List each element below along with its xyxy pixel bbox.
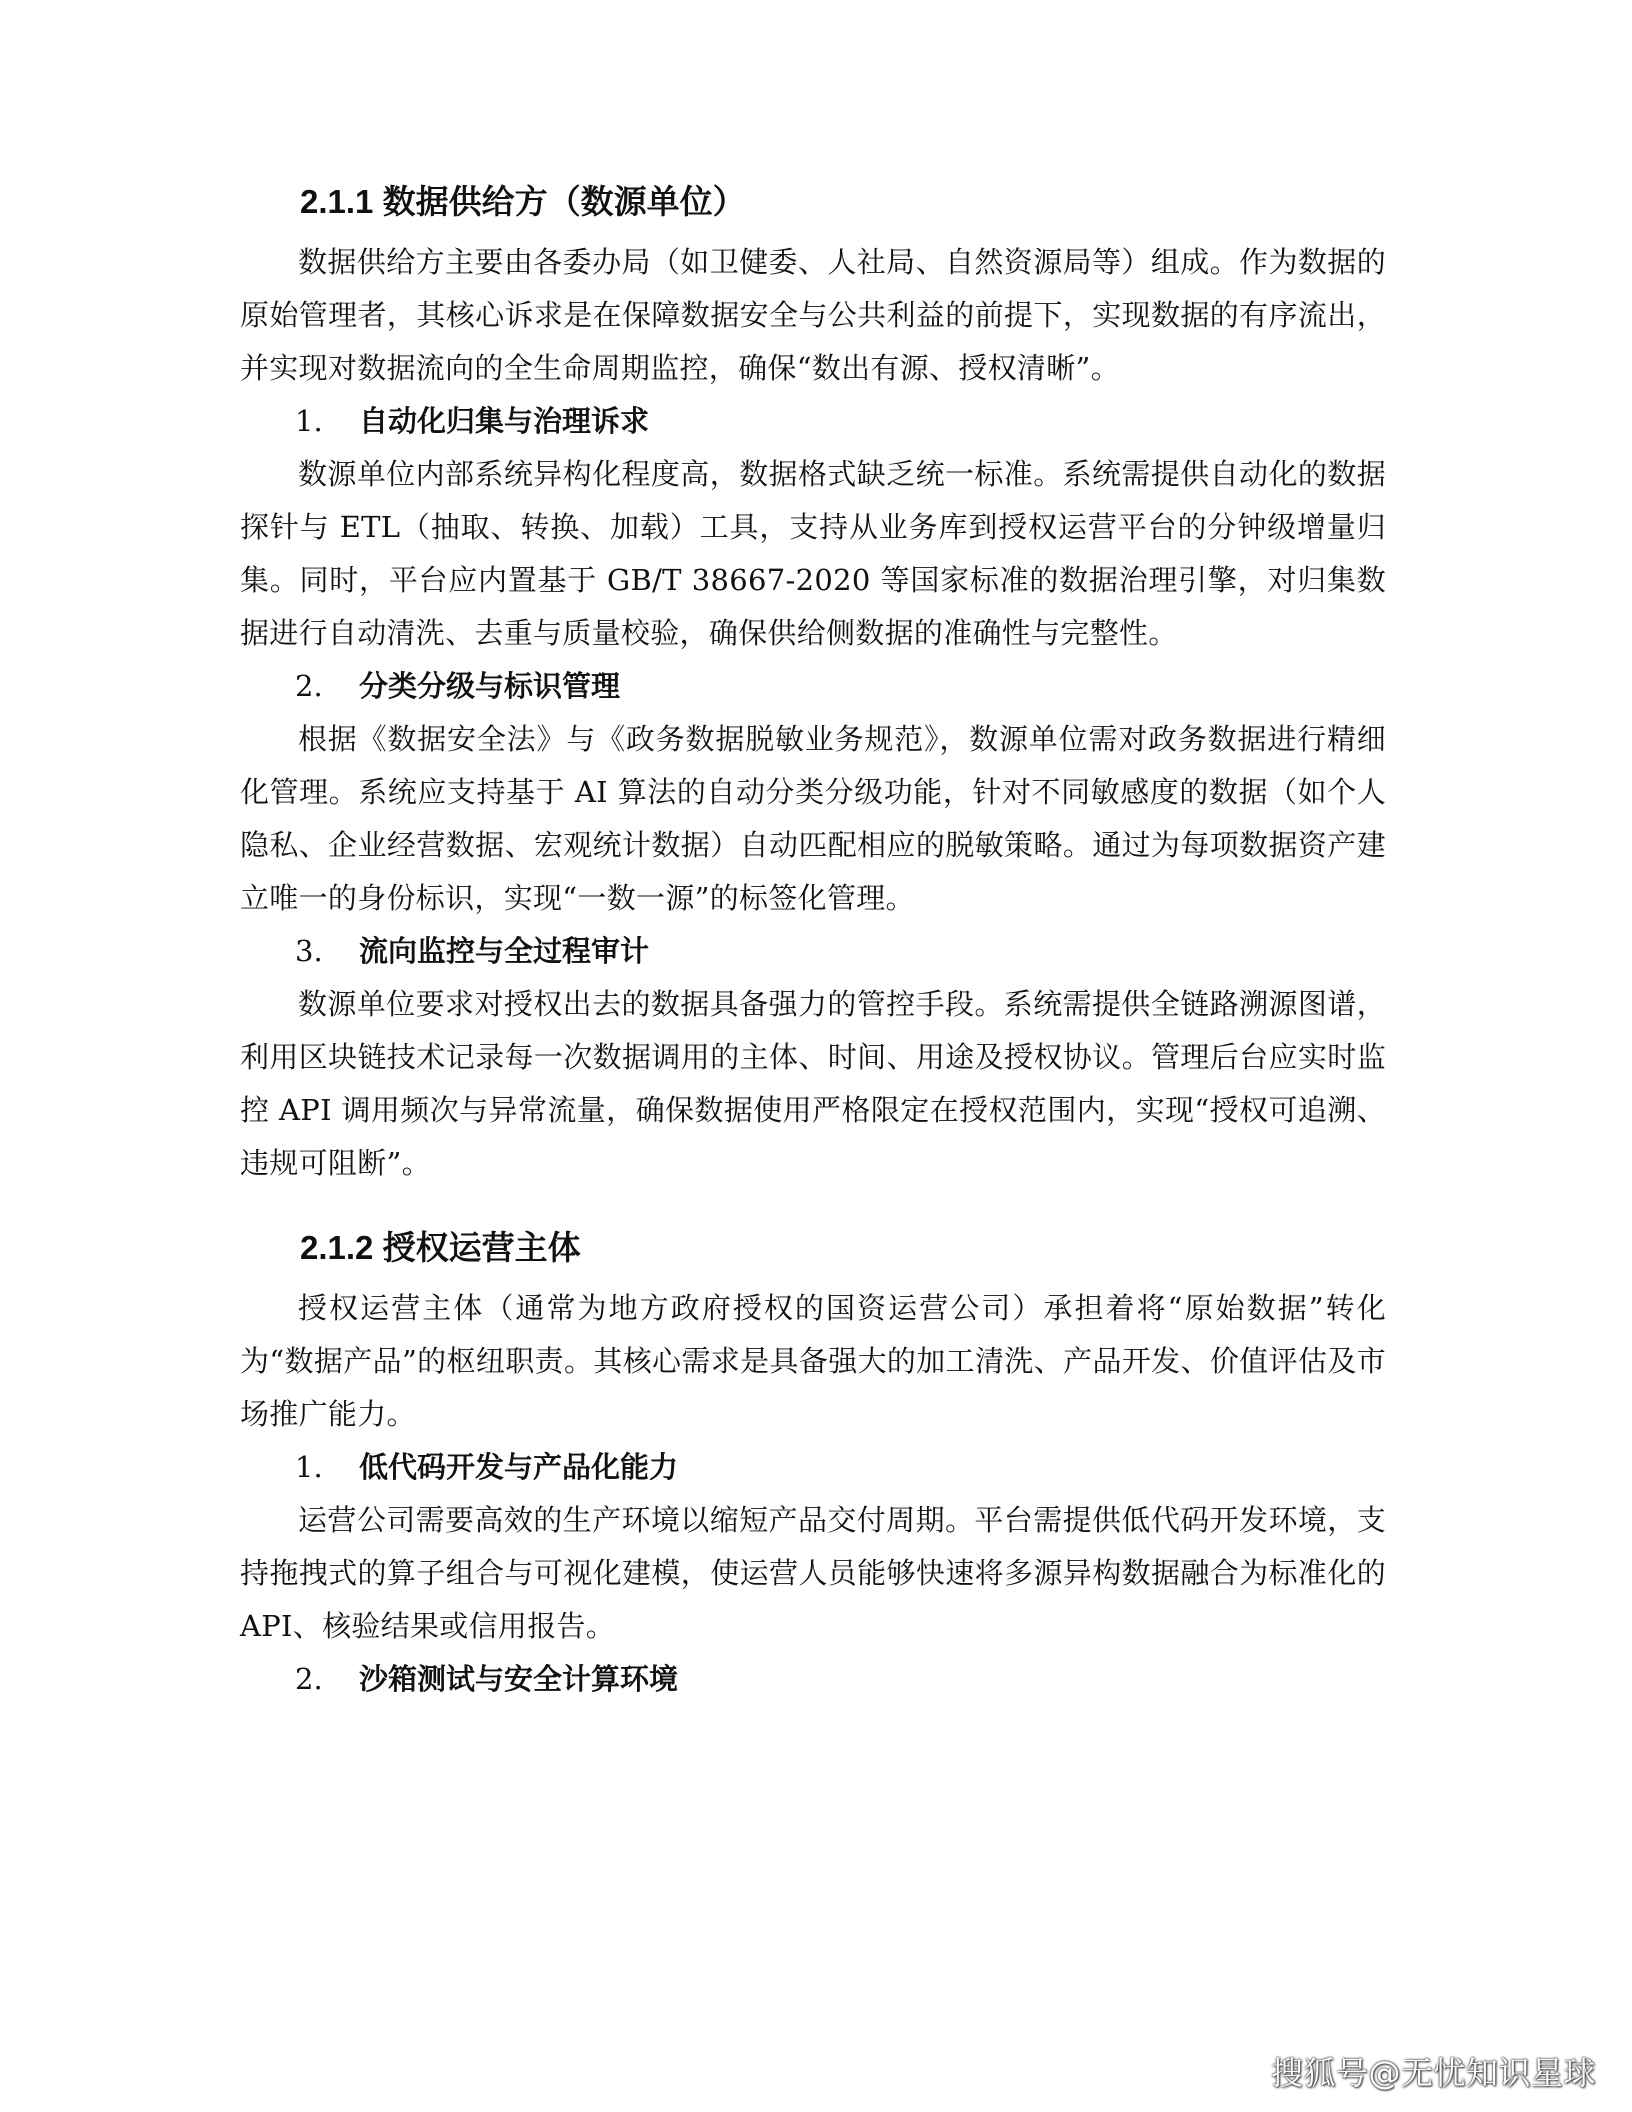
document-page (240, 180, 1386, 1706)
list-item-paragraph: 数源单位内部系统异构化程度高，数据格式缺乏统一标准。系统需提供自动化的数据探针与 ETL（抽取、转换、加载）工具，支持从业务库到授权运营平台的分钟级增量归集。同时，平台应内置基于 GB/T 38667-2020 等国家标准的数据治理引擎，对归集数据进行自动清洗、去重与质量校验，确保供给侧数据的准确性与完整性。 (240, 457, 1386, 650)
list-item-paragraph: 数源单位要求对授权出去的数据具备强力的管控手段。系统需提供全链路溯源图谱，利用区块链技术记录每一次数据调用的主体、时间、用途及授权协议。管理后台应实时监控 API 调用频次与异常流量，确保数据使用严格限定在授权范围内，实现“授权可追溯、违规可阻断”。 (240, 987, 1386, 1180)
list-item-heading (240, 395, 1386, 448)
section-heading-2-1-1: 2.1.1 数据供给方（数源单位） (300, 183, 746, 220)
section-heading-2-1-2: 2.1.2 授权运营主体 (300, 1229, 581, 1266)
list-item-label: 自动化归集与治理诉求 (359, 404, 650, 438)
list-item-number: 1. (295, 1450, 323, 1484)
list-item-label: 流向监控与全过程审计 (359, 934, 650, 968)
section-intro-paragraph: 授权运营主体（通常为地方政府授权的国资运营公司）承担着将“原始数据”转化为“数据产品”的枢纽职责。其核心需求是具备强大的加工清洗、产品开发、价值评估及市场推广能力。 (240, 1291, 1386, 1431)
list-item-label: 分类分级与标识管理 (359, 669, 621, 703)
list-item-number: 1. (295, 404, 323, 438)
list-item-heading (240, 1653, 1386, 1706)
list-item-heading (240, 925, 1386, 978)
list-item-heading (240, 660, 1386, 713)
list-item-number: 3. (295, 934, 323, 968)
list-item-label: 低代码开发与产品化能力 (359, 1450, 679, 1484)
list-item-number: 2. (295, 1662, 323, 1696)
list-item-heading (240, 1441, 1386, 1494)
list-item-label: 沙箱测试与安全计算环境 (359, 1662, 679, 1696)
list-item-paragraph: 根据《数据安全法》与《政务数据脱敏业务规范》，数源单位需对政务数据进行精细化管理。系统应支持基于 AI 算法的自动分类分级功能，针对不同敏感度的数据（如个人隐私、企业经营数据、宏观统计数据）自动匹配相应的脱敏策略。通过为每项数据资产建立唯一的身份标识，实现“一数一源”的标签化管理。 (240, 722, 1386, 915)
watermark-text: 搜狐号@无忧知识星球 (1270, 2054, 1596, 2092)
list-item-number: 2. (295, 669, 323, 703)
section-intro-paragraph: 数据供给方主要由各委办局（如卫健委、人社局、自然资源局等）组成。作为数据的原始管理者，其核心诉求是在保障数据安全与公共利益的前提下，实现数据的有序流出，并实现对数据流向的全生命周期监控，确保“数出有源、授权清晰”。 (240, 245, 1386, 385)
list-item-paragraph: 运营公司需要高效的生产环境以缩短产品交付周期。平台需提供低代码开发环境，支持拖拽式的算子组合与可视化建模，使运营人员能够快速将多源异构数据融合为标准化的 API、核验结果或信用报告。 (240, 1503, 1386, 1643)
